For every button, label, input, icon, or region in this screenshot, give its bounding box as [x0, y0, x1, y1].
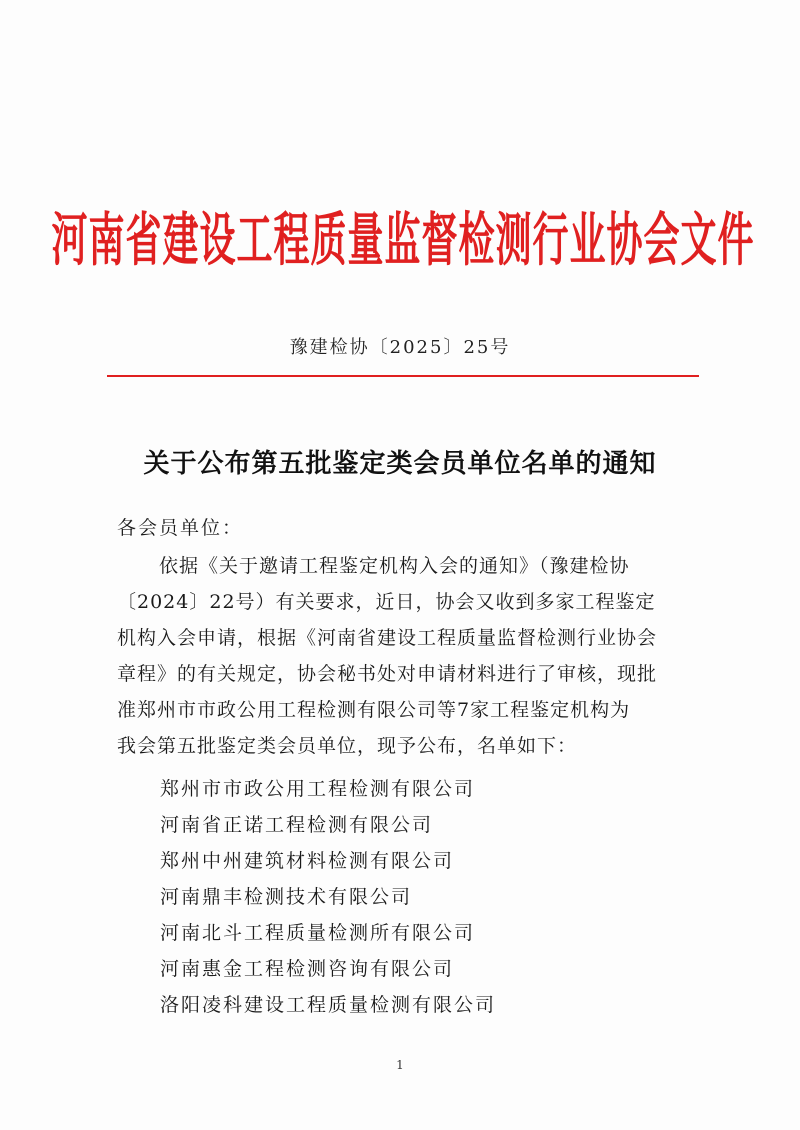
document-number: 豫建检协〔2025〕25号 — [289, 337, 511, 358]
body-line: 准郑州市市政公用工程检测有限公司等7家工程鉴定机构为 — [117, 699, 631, 721]
red-divider-line — [107, 375, 699, 377]
body-line: 我会第五批鉴定类会员单位，现予公布，名单如下： — [117, 735, 578, 757]
member-item: 河南省正诺工程检测有限公司 — [160, 814, 434, 836]
body-line: 〔2024〕22号）有关要求，近日，协会又收到多家工程鉴定 — [117, 591, 656, 613]
red-header-banner — [51, 196, 755, 276]
body-line: 章程》的有关规定，协会秘书处对申请材料进行了审核，现批 — [117, 663, 658, 685]
body-line: 依据《关于邀请工程鉴定机构入会的通知》（豫建检协 — [159, 555, 630, 577]
salutation: 各会员单位： — [117, 517, 244, 539]
body-line: 机构入会申请，根据《河南省建设工程质量监督检测行业协会 — [117, 627, 658, 649]
notice-body — [117, 548, 697, 764]
page-number: 1 — [396, 1058, 404, 1072]
member-item: 河南惠金工程检测咨询有限公司 — [160, 958, 455, 980]
member-item: 郑州市市政公用工程检测有限公司 — [160, 778, 476, 800]
member-list — [160, 771, 496, 1023]
org-title: 河南省建设工程质量监督检测行业协会文件 — [51, 208, 755, 274]
member-item: 河南鼎丰检测技术有限公司 — [160, 886, 413, 908]
notice-title: 关于公布第五批鉴定类会员单位名单的通知 — [143, 449, 657, 479]
member-item: 郑州中州建筑材料检测有限公司 — [160, 850, 455, 872]
member-item: 洛阳凌科建设工程质量检测有限公司 — [160, 994, 497, 1016]
member-item: 河南北斗工程质量检测所有限公司 — [160, 922, 476, 944]
